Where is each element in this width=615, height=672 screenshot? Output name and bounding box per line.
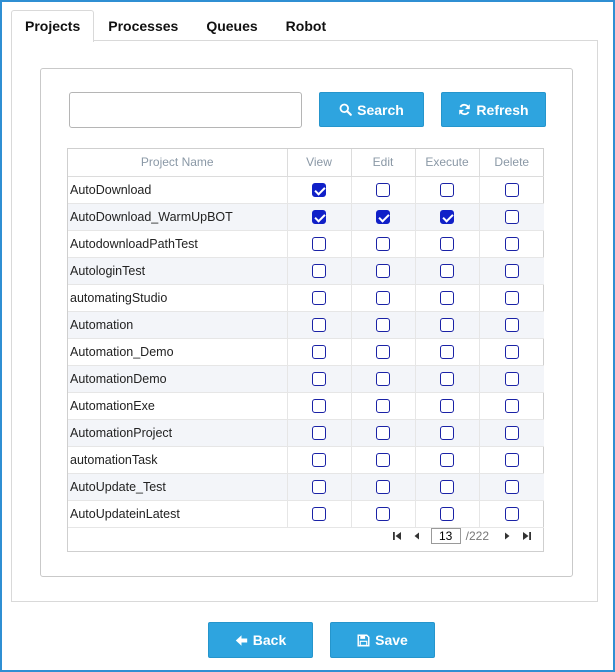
table-row bbox=[68, 365, 544, 392]
refresh-icon bbox=[458, 103, 471, 116]
back-button[interactable] bbox=[208, 622, 313, 658]
view-cell bbox=[287, 419, 351, 446]
view-checkbox[interactable] bbox=[312, 426, 326, 440]
delete-cell bbox=[479, 284, 544, 311]
edit-checkbox[interactable] bbox=[376, 291, 390, 305]
execute-checkbox[interactable] bbox=[440, 183, 454, 197]
refresh-button-label: Refresh bbox=[476, 101, 529, 118]
table-row bbox=[68, 311, 544, 338]
edit-cell bbox=[351, 365, 415, 392]
execute-checkbox[interactable] bbox=[440, 237, 454, 251]
tab-bar bbox=[11, 10, 340, 41]
view-cell bbox=[287, 365, 351, 392]
edit-cell bbox=[351, 392, 415, 419]
view-cell bbox=[287, 311, 351, 338]
project-name-cell: AutodownloadPathTest bbox=[68, 230, 287, 257]
table-row bbox=[68, 473, 544, 500]
view-cell bbox=[287, 176, 351, 203]
save-button[interactable] bbox=[330, 622, 435, 658]
project-name-cell: AutologinTest bbox=[68, 257, 287, 284]
floppy-disk-icon bbox=[357, 634, 370, 647]
last-page-button[interactable] bbox=[520, 529, 534, 543]
table-row bbox=[68, 338, 544, 365]
view-checkbox[interactable] bbox=[312, 372, 326, 386]
delete-checkbox[interactable] bbox=[505, 318, 519, 332]
delete-cell bbox=[479, 419, 544, 446]
execute-cell bbox=[415, 419, 479, 446]
delete-checkbox[interactable] bbox=[505, 264, 519, 278]
view-cell bbox=[287, 257, 351, 284]
edit-checkbox[interactable] bbox=[376, 426, 390, 440]
edit-cell bbox=[351, 311, 415, 338]
view-checkbox[interactable] bbox=[312, 318, 326, 332]
view-checkbox[interactable] bbox=[312, 264, 326, 278]
delete-checkbox[interactable] bbox=[505, 237, 519, 251]
edit-cell bbox=[351, 203, 415, 230]
page-number-input[interactable] bbox=[431, 528, 461, 544]
first-page-icon bbox=[392, 531, 402, 541]
view-cell bbox=[287, 284, 351, 311]
project-name-cell: automatingStudio bbox=[68, 284, 287, 311]
search-input[interactable] bbox=[69, 92, 302, 128]
tab-queues[interactable]: Queues bbox=[206, 18, 258, 34]
arrow-left-icon bbox=[235, 634, 248, 647]
view-cell bbox=[287, 473, 351, 500]
execute-cell bbox=[415, 446, 479, 473]
next-page-button[interactable] bbox=[500, 529, 514, 543]
view-cell bbox=[287, 392, 351, 419]
project-name-cell: AutoUpdate_Test bbox=[68, 473, 287, 500]
prev-page-button[interactable] bbox=[410, 529, 424, 543]
delete-cell bbox=[479, 203, 544, 230]
delete-cell bbox=[479, 446, 544, 473]
edit-cell bbox=[351, 176, 415, 203]
edit-checkbox[interactable] bbox=[376, 318, 390, 332]
table-row bbox=[68, 284, 544, 311]
edit-checkbox[interactable] bbox=[376, 210, 390, 224]
edit-cell bbox=[351, 473, 415, 500]
delete-checkbox[interactable] bbox=[505, 372, 519, 386]
edit-cell bbox=[351, 284, 415, 311]
table-row bbox=[68, 176, 544, 203]
view-checkbox[interactable] bbox=[312, 237, 326, 251]
delete-cell bbox=[479, 230, 544, 257]
view-cell bbox=[287, 338, 351, 365]
execute-checkbox[interactable] bbox=[440, 291, 454, 305]
view-cell bbox=[287, 230, 351, 257]
delete-checkbox[interactable] bbox=[505, 291, 519, 305]
delete-checkbox[interactable] bbox=[505, 399, 519, 413]
execute-checkbox[interactable] bbox=[440, 318, 454, 332]
project-name-cell: AutomationDemo bbox=[68, 365, 287, 392]
edit-cell bbox=[351, 419, 415, 446]
execute-cell bbox=[415, 473, 479, 500]
view-checkbox[interactable] bbox=[312, 453, 326, 467]
projects-grid bbox=[67, 148, 544, 552]
edit-checkbox[interactable] bbox=[376, 399, 390, 413]
projects-table bbox=[68, 149, 544, 528]
delete-checkbox[interactable] bbox=[505, 426, 519, 440]
execute-checkbox[interactable] bbox=[440, 264, 454, 278]
edit-checkbox[interactable] bbox=[376, 183, 390, 197]
edit-cell bbox=[351, 446, 415, 473]
execute-checkbox[interactable] bbox=[440, 372, 454, 386]
delete-checkbox[interactable] bbox=[505, 507, 519, 521]
execute-cell bbox=[415, 365, 479, 392]
execute-checkbox[interactable] bbox=[440, 399, 454, 413]
column-header-delete[interactable]: Delete bbox=[479, 149, 544, 176]
table-row bbox=[68, 257, 544, 284]
projects-tab-panel bbox=[11, 40, 598, 602]
delete-checkbox[interactable] bbox=[505, 453, 519, 467]
project-name-cell: Automation bbox=[68, 311, 287, 338]
view-checkbox[interactable] bbox=[312, 183, 326, 197]
search-button[interactable] bbox=[319, 92, 424, 127]
save-button-label: Save bbox=[375, 632, 408, 648]
tab-robot[interactable]: Robot bbox=[285, 18, 327, 34]
delete-cell bbox=[479, 176, 544, 203]
tab-processes[interactable]: Processes bbox=[108, 18, 179, 34]
page-total: /222 bbox=[465, 529, 489, 543]
execute-cell bbox=[415, 338, 479, 365]
delete-cell bbox=[479, 473, 544, 500]
execute-checkbox[interactable] bbox=[440, 210, 454, 224]
project-name-cell: AutoUpdateinLatest bbox=[68, 500, 287, 527]
execute-cell bbox=[415, 392, 479, 419]
execute-cell bbox=[415, 203, 479, 230]
delete-checkbox[interactable] bbox=[505, 183, 519, 197]
table-row bbox=[68, 446, 544, 473]
delete-checkbox[interactable] bbox=[505, 345, 519, 359]
last-page-icon bbox=[522, 531, 532, 541]
table-header-row bbox=[68, 149, 544, 176]
delete-cell bbox=[479, 257, 544, 284]
execute-checkbox[interactable] bbox=[440, 345, 454, 359]
search-icon bbox=[339, 103, 352, 116]
edit-checkbox[interactable] bbox=[376, 372, 390, 386]
view-checkbox[interactable] bbox=[312, 480, 326, 494]
delete-checkbox[interactable] bbox=[505, 480, 519, 494]
next-page-icon bbox=[502, 531, 512, 541]
execute-cell bbox=[415, 311, 479, 338]
execute-cell bbox=[415, 284, 479, 311]
back-button-label: Back bbox=[252, 632, 287, 648]
execute-checkbox[interactable] bbox=[440, 426, 454, 440]
view-checkbox[interactable] bbox=[312, 399, 326, 413]
project-name-cell: AutomationExe bbox=[68, 392, 287, 419]
execute-checkbox[interactable] bbox=[440, 453, 454, 467]
view-cell bbox=[287, 446, 351, 473]
project-name-cell: AutoDownload_WarmUpBOT bbox=[68, 203, 287, 230]
column-header-view[interactable]: View bbox=[287, 149, 351, 176]
edit-checkbox[interactable] bbox=[376, 480, 390, 494]
project-name-cell: AutomationProject bbox=[68, 419, 287, 446]
column-header-project-name[interactable]: Project Name bbox=[68, 149, 287, 176]
prev-page-icon bbox=[412, 531, 422, 541]
project-name-cell: Automation_Demo bbox=[68, 338, 287, 365]
edit-checkbox[interactable] bbox=[376, 237, 390, 251]
execute-checkbox[interactable] bbox=[440, 480, 454, 494]
column-header-execute[interactable]: Execute bbox=[415, 149, 479, 176]
view-checkbox[interactable] bbox=[312, 345, 326, 359]
execute-cell bbox=[415, 230, 479, 257]
table-row bbox=[68, 230, 544, 257]
execute-cell bbox=[415, 176, 479, 203]
delete-cell bbox=[479, 365, 544, 392]
project-name-cell: AutoDownload bbox=[68, 176, 287, 203]
edit-checkbox[interactable] bbox=[376, 264, 390, 278]
edit-cell bbox=[351, 257, 415, 284]
projects-card bbox=[40, 68, 573, 577]
table-row bbox=[68, 419, 544, 446]
first-page-button[interactable] bbox=[390, 529, 404, 543]
table-row bbox=[68, 203, 544, 230]
execute-cell bbox=[415, 257, 479, 284]
view-cell bbox=[287, 203, 351, 230]
edit-checkbox[interactable] bbox=[376, 507, 390, 521]
delete-cell bbox=[479, 311, 544, 338]
edit-checkbox[interactable] bbox=[376, 345, 390, 359]
edit-cell bbox=[351, 338, 415, 365]
column-header-edit[interactable]: Edit bbox=[351, 149, 415, 176]
tab-projects[interactable]: Projects bbox=[11, 10, 94, 42]
edit-cell bbox=[351, 230, 415, 257]
search-button-label: Search bbox=[357, 101, 404, 118]
delete-cell bbox=[479, 338, 544, 365]
pager bbox=[68, 521, 543, 551]
execute-checkbox[interactable] bbox=[440, 507, 454, 521]
view-checkbox[interactable] bbox=[312, 210, 326, 224]
project-name-cell: automationTask bbox=[68, 446, 287, 473]
table-body bbox=[68, 176, 544, 527]
view-checkbox[interactable] bbox=[312, 291, 326, 305]
view-checkbox[interactable] bbox=[312, 507, 326, 521]
delete-cell bbox=[479, 392, 544, 419]
table-row bbox=[68, 392, 544, 419]
refresh-button[interactable] bbox=[441, 92, 546, 127]
delete-checkbox[interactable] bbox=[505, 210, 519, 224]
edit-checkbox[interactable] bbox=[376, 453, 390, 467]
